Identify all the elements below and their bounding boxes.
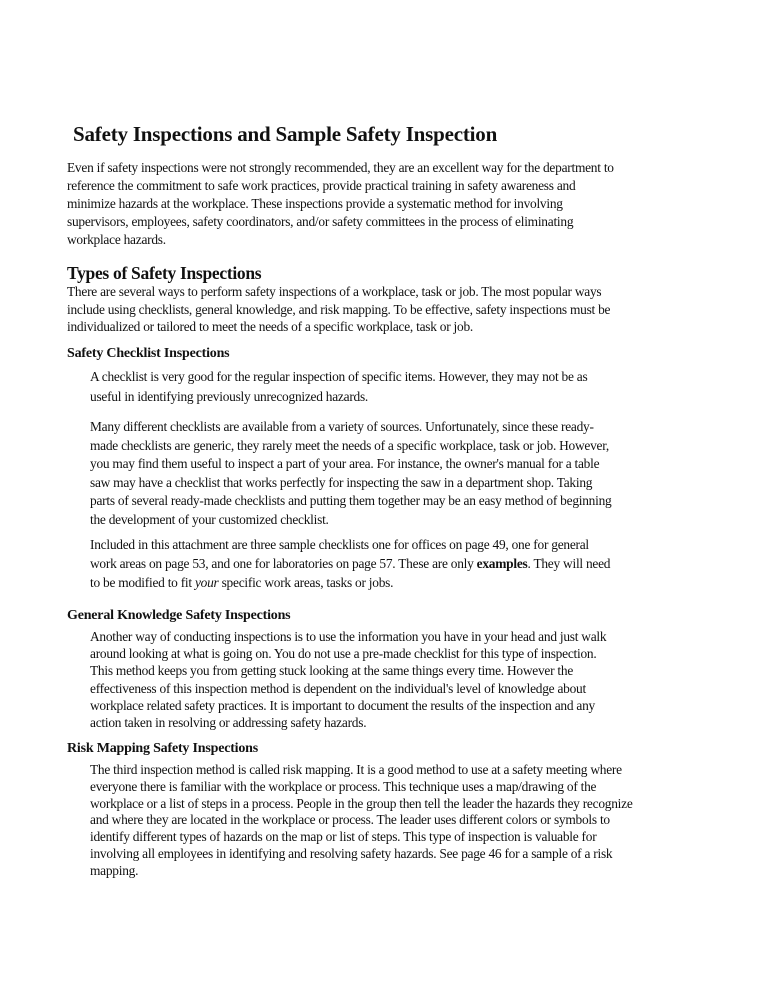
text-line: mapping. <box>90 862 139 878</box>
text-line: identify different types of hazards on the map or list of steps. This type of inspection is valuable for <box>90 829 597 845</box>
text-line: Included in this attachment are three sample checklists one for offices on page 49, one for general <box>90 537 589 552</box>
text-line: useful in identifying previously unrecognized hazards. <box>90 389 369 404</box>
text-line: made checklists are generic, they rarely meet the needs of a specific workplace, task or job. However, <box>90 437 610 453</box>
text-line: involving all employees in identifying and resolving safety hazards. See page 46 for a sample of a risk <box>90 846 613 861</box>
text-line: the development of your customized checklist. <box>90 512 329 527</box>
text-line: and where they are located in the workplace or process. The leader uses different colors or symbols to <box>90 812 610 828</box>
text-line: reference the commitment to safe work practices, provide practical training in safety awareness and <box>67 178 576 193</box>
general-heading: General Knowledge Safety Inspections <box>67 608 291 623</box>
text-line: workplace or a list of steps in a process. People in the group then tell the leader the hazards they recognize <box>90 795 633 811</box>
text-span: work areas on page 53, and one for laboratories on page 57. These are only <box>90 556 477 571</box>
checklist-heading: Safety Checklist Inspections <box>67 346 230 361</box>
text-line: Even if safety inspections were not strongly recommended, they are an excellent way for the department to <box>67 160 614 175</box>
text-line: action taken in resolving or addressing safety hazards. <box>90 715 367 730</box>
text-line: around looking at what is going on. You do not use a pre-made checklist for this type of inspection. <box>90 646 597 662</box>
text-span: to be modified to fit <box>90 575 195 590</box>
text-line: supervisors, employees, safety coordinators, and/or safety committees in the process of eliminating <box>67 214 574 229</box>
page-title: Safety Inspections and Sample Safety Inspection <box>73 122 498 146</box>
text-line: There are several ways to perform safety inspections of a workplace, task or job. The most popular ways <box>67 284 602 299</box>
text-line: Another way of conducting inspections is to use the information you have in your head and just walk <box>90 629 607 644</box>
text-line: A checklist is very good for the regular inspection of specific items. However, they may not be as <box>90 369 588 384</box>
text-line: Many different checklists are available from a variety of sources. Unfortunately, since these ready- <box>90 419 594 434</box>
text-line: effectiveness of this inspection method is dependent on the individual's level of knowledge about <box>90 680 586 696</box>
text-line: workplace related safety practices. It is important to document the results of the inspection and any <box>90 697 595 713</box>
text-line: minimize hazards at the workplace. These inspections provide a systematic method for involving <box>67 196 563 211</box>
text-span: specific work areas, tasks or jobs. <box>218 575 394 590</box>
emphasis-bold: examples <box>476 556 528 571</box>
text-line: This method keeps you from getting stuck looking at the same things every time. However the <box>90 663 574 679</box>
text-line: The third inspection method is called risk mapping. It is a good method to use at a safety meeting where <box>90 762 622 777</box>
text-line <box>90 556 610 572</box>
text-line: saw may have a checklist that works perfectly for inspecting the saw in a department shop. Taking <box>90 474 593 490</box>
text-line: parts of several ready-made checklists and putting them together may be an easy method of beginning <box>90 493 612 509</box>
risk-heading: Risk Mapping Safety Inspections <box>67 741 259 756</box>
types-heading: Types of Safety Inspections <box>67 263 262 283</box>
text-span: . They will need <box>527 556 611 571</box>
emphasis-italic: your <box>194 575 219 590</box>
text-line: include using checklists, general knowledge, and risk mapping. To be effective, safety inspections must be <box>67 301 611 317</box>
text-line: you may find them useful to inspect a part of your area. For instance, the owner's manual for a table <box>90 456 600 472</box>
text-line: individualized or tailored to meet the needs of a specific workplace, task or job. <box>67 319 473 334</box>
text-line: workplace hazards. <box>67 232 166 247</box>
text-line: everyone there is familiar with the workplace or process. This technique uses a map/drawing of the <box>90 778 597 794</box>
text-line <box>90 575 393 591</box>
